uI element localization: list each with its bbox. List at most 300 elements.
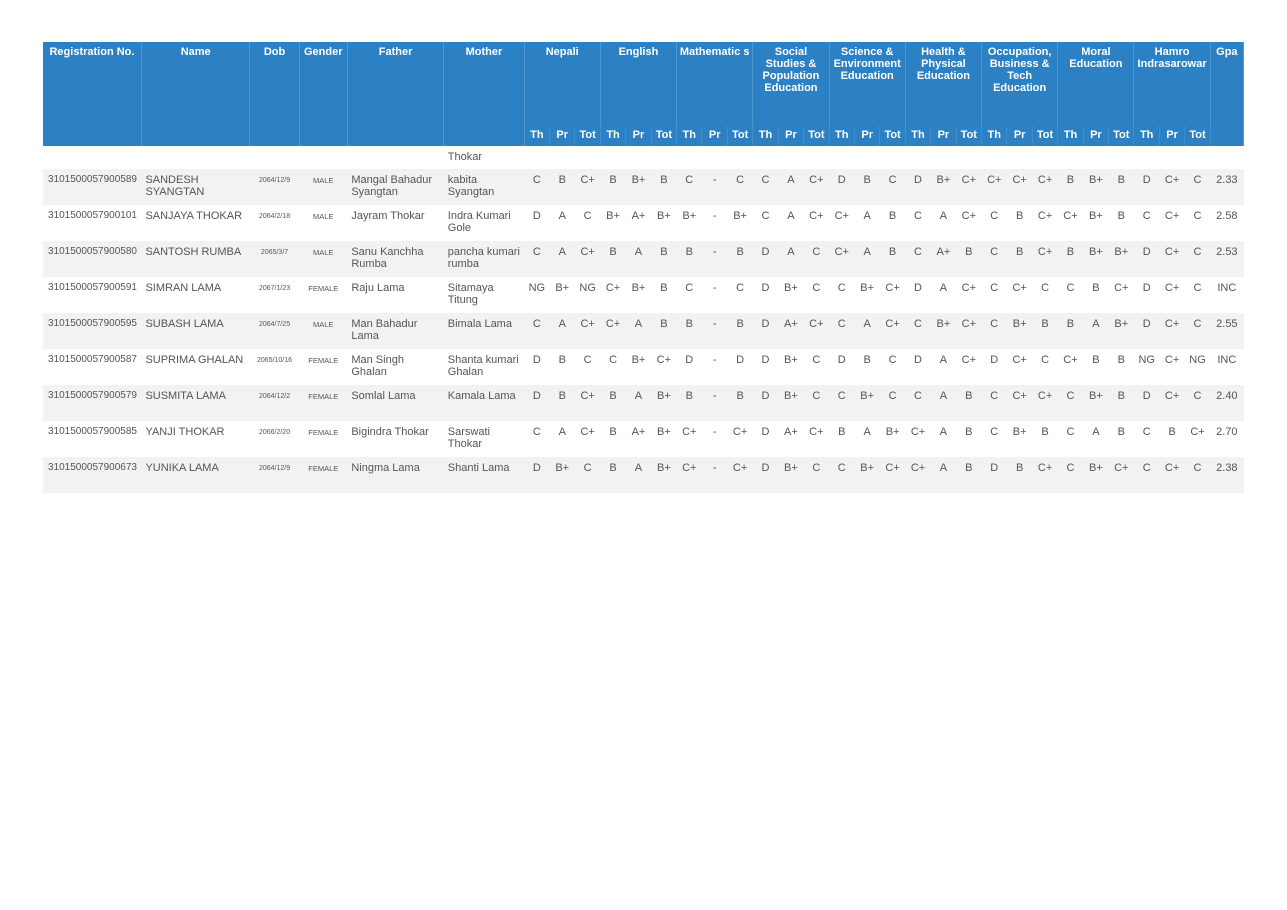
- grade-cell: C+: [804, 169, 829, 205]
- dob-cell: 2064/2/18: [258, 213, 291, 220]
- mother-cell: Indra Kumari Gole: [447, 210, 511, 234]
- grade-cell: C+: [605, 282, 621, 294]
- empty-cell: [250, 146, 299, 169]
- grade-cell: D: [1134, 385, 1159, 421]
- grade-cell: B+: [854, 385, 879, 421]
- registration-no-cell: 3101500057900673: [43, 457, 141, 493]
- empty-cell: [651, 146, 676, 169]
- results-sheet: [43, 42, 1244, 493]
- grade-cell: C: [829, 313, 854, 349]
- grade-cell: D: [753, 385, 778, 421]
- grade-cell: B: [1041, 426, 1049, 438]
- grade-cell: A+: [784, 426, 798, 438]
- grade-cell: B: [1058, 169, 1083, 205]
- grade-cell: B: [863, 354, 871, 366]
- grade-cell: B+: [656, 210, 671, 222]
- gpa-cell: 2.58: [1216, 210, 1238, 222]
- table-row-continuation: [43, 146, 1244, 169]
- grade-cell: C+: [677, 457, 702, 493]
- grade-cell: C: [982, 313, 1007, 349]
- grade-cell: C: [583, 354, 592, 366]
- grade-cell: D: [990, 354, 999, 366]
- grade-cell: C+: [1159, 169, 1184, 205]
- grade-cell: D: [914, 354, 922, 366]
- grade-cell: B+: [1109, 313, 1134, 349]
- mother-cell: Bimala Lama: [444, 313, 524, 349]
- mother-cell: kabita Syangtan: [444, 169, 524, 205]
- header-subject: Health & Physical Education: [905, 42, 981, 126]
- grade-cell: C+: [880, 313, 905, 349]
- name-cell: SUPRIMA GHALAN: [145, 354, 244, 366]
- grade-cell: -: [702, 313, 727, 349]
- table-row: [43, 385, 1244, 421]
- grade-cell: B: [1007, 457, 1032, 493]
- header-theory: Th: [524, 126, 549, 146]
- grade-cell: D: [829, 169, 854, 205]
- grade-cell: -: [712, 426, 717, 438]
- grade-cell: B+: [1088, 210, 1103, 222]
- empty-cell: [524, 146, 549, 169]
- grade-cell: C+: [1007, 385, 1032, 421]
- gender-cell: FEMALE: [308, 284, 339, 293]
- header-practical: Pr: [1007, 126, 1032, 146]
- table-row: [43, 277, 1244, 313]
- grade-cell: A: [778, 169, 803, 205]
- grade-cell: A: [787, 210, 795, 222]
- grade-cell: B: [727, 313, 752, 349]
- mother-cell: Shanta kumari Ghalan: [447, 354, 519, 378]
- gender-cell: FEMALE: [308, 428, 339, 437]
- grade-cell: A: [626, 313, 651, 349]
- grade-cell: A: [854, 313, 879, 349]
- grade-cell: D: [837, 354, 846, 366]
- header-subject: Hamro Indrasarowar: [1134, 42, 1210, 126]
- gpa-cell: 2.40: [1210, 385, 1243, 421]
- father-cell: Sanu Kanchha Rumba: [347, 241, 443, 277]
- table-row: [43, 169, 1244, 205]
- header-subject: Social Studies & Population Education: [753, 42, 829, 126]
- table-body: [43, 146, 1244, 493]
- grade-cell: C+: [1032, 169, 1057, 205]
- grade-cell: C: [761, 210, 770, 222]
- dob-cell: 2065/10/16: [257, 357, 293, 364]
- header-total: Tot: [727, 126, 752, 146]
- table-row: [43, 205, 1244, 241]
- grade-cell: C+: [1012, 282, 1027, 294]
- table-header: [43, 42, 1244, 146]
- empty-cell: [43, 146, 141, 169]
- grade-cell: C+: [910, 426, 926, 438]
- grade-cell: B: [600, 457, 625, 493]
- empty-cell: [702, 146, 727, 169]
- grade-cell: B: [600, 169, 625, 205]
- header-theory: Th: [600, 126, 625, 146]
- grade-cell: C+: [834, 210, 849, 222]
- grade-cell: C: [880, 169, 905, 205]
- grade-cell: -: [712, 282, 717, 294]
- grade-cell: C: [727, 169, 752, 205]
- empty-cell: [1134, 146, 1159, 169]
- grade-cell: B: [1109, 385, 1134, 421]
- dob-cell: 2064/12/2: [250, 385, 299, 421]
- header-father: Father: [347, 42, 443, 146]
- grade-cell: C+: [1032, 385, 1057, 421]
- grade-cell: C+: [1159, 313, 1184, 349]
- grade-cell: C: [575, 457, 600, 493]
- empty-cell: [626, 146, 651, 169]
- gpa-cell: INC: [1217, 354, 1237, 366]
- grade-cell: C: [1185, 169, 1210, 205]
- header-name: Name: [141, 42, 249, 146]
- grade-cell: B+: [1083, 385, 1108, 421]
- grade-cell: C+: [1037, 210, 1053, 222]
- gender-cell: MALE: [313, 212, 334, 221]
- grade-cell: C+: [575, 169, 600, 205]
- grade-cell: B: [965, 426, 973, 438]
- header-theory: Th: [905, 126, 930, 146]
- grade-cell: B: [600, 241, 625, 277]
- header-subject: Mathematic s: [677, 42, 753, 126]
- grade-cell: B+: [1083, 457, 1108, 493]
- header-total: Tot: [880, 126, 905, 146]
- grade-cell: B: [660, 282, 668, 294]
- registration-no-cell: 3101500057900585: [48, 426, 137, 437]
- registration-no-cell: 3101500057900580: [43, 241, 141, 277]
- grade-cell: B: [956, 241, 981, 277]
- grade-cell: B: [1015, 210, 1024, 222]
- grade-cell: B: [727, 241, 752, 277]
- grade-cell: C+: [1063, 210, 1078, 222]
- empty-cell: [1007, 146, 1032, 169]
- grade-cell: C: [1066, 426, 1075, 438]
- grade-cell: C: [1193, 210, 1202, 222]
- name-cell: SUSMITA LAMA: [141, 385, 249, 421]
- grade-cell: D: [1134, 169, 1159, 205]
- father-cell: Mangal Bahadur Syangtan: [347, 169, 443, 205]
- grade-cell: A: [939, 282, 948, 294]
- grade-cell: C+: [1159, 241, 1184, 277]
- grade-cell: C: [1185, 457, 1210, 493]
- table-row: [43, 313, 1244, 349]
- grade-cell: B: [677, 385, 702, 421]
- grade-cell: -: [702, 169, 727, 205]
- empty-cell: [880, 146, 905, 169]
- father-cell: Man Singh Ghalan: [351, 354, 404, 378]
- father-cell: Raju Lama: [351, 282, 405, 294]
- grade-cell: B+: [860, 282, 875, 294]
- dob-cell: 2064/12/9: [250, 169, 299, 205]
- grade-cell: B+: [854, 457, 879, 493]
- grade-cell: B: [558, 354, 566, 366]
- empty-cell: [905, 146, 930, 169]
- grade-cell: B+: [733, 210, 747, 222]
- grade-cell: C+: [732, 426, 748, 438]
- grade-cell: B+: [778, 385, 803, 421]
- grade-cell: C+: [1109, 457, 1134, 493]
- grade-cell: B: [651, 313, 676, 349]
- grade-cell: C+: [1007, 169, 1032, 205]
- grade-cell: A: [558, 210, 566, 222]
- dob-cell: 2064/7/25: [250, 313, 299, 349]
- grade-cell: D: [1134, 313, 1159, 349]
- grade-cell: C+: [1159, 385, 1184, 421]
- grade-cell: B+: [631, 282, 646, 294]
- dob-cell: 2066/2/20: [258, 429, 291, 436]
- father-cell: Man Bahadur Lama: [347, 313, 443, 349]
- grade-cell: B+: [1012, 426, 1027, 438]
- grade-cell: A: [626, 241, 651, 277]
- grade-cell: D: [532, 210, 541, 222]
- grade-cell: B+: [778, 457, 803, 493]
- grade-cell: C+: [1032, 241, 1057, 277]
- grade-cell: B: [1032, 313, 1057, 349]
- grade-cell: B: [956, 385, 981, 421]
- grade-cell: B+: [1083, 241, 1108, 277]
- grade-cell: A: [931, 385, 956, 421]
- header-theory: Th: [753, 126, 778, 146]
- mother-cell: Shanti Lama: [444, 457, 524, 493]
- empty-cell: [600, 146, 625, 169]
- header-theory: Th: [982, 126, 1007, 146]
- table-row: [43, 421, 1244, 457]
- registration-no-cell: 3101500057900587: [48, 354, 137, 365]
- grade-cell: D: [685, 354, 694, 366]
- grade-cell: C: [1185, 385, 1210, 421]
- grade-cell: C+: [1114, 282, 1129, 294]
- grade-cell: A+: [931, 241, 956, 277]
- grade-cell: B+: [656, 426, 671, 438]
- grade-cell: A: [778, 241, 803, 277]
- grade-cell: C: [1041, 282, 1050, 294]
- mother-cell: Sarswati Thokar: [447, 426, 490, 450]
- header-theory: Th: [1134, 126, 1159, 146]
- grade-cell: NG: [1189, 354, 1206, 366]
- grade-cell: B: [1058, 313, 1083, 349]
- mother-cell: Kamala Lama: [444, 385, 524, 421]
- grade-cell: NG: [528, 282, 546, 294]
- empty-cell: [1083, 146, 1108, 169]
- registration-no-cell: 3101500057900595: [43, 313, 141, 349]
- grade-cell: D: [761, 426, 770, 438]
- grade-cell: C: [677, 169, 702, 205]
- grade-cell: C: [583, 210, 592, 222]
- table-row: [43, 349, 1244, 385]
- grade-cell: C: [829, 385, 854, 421]
- grade-cell: B+: [682, 210, 697, 222]
- grade-cell: A: [854, 241, 879, 277]
- grade-cell: C: [1058, 385, 1083, 421]
- grade-cell: A+: [631, 210, 646, 222]
- grade-cell: B: [1117, 426, 1125, 438]
- grade-cell: C+: [1012, 354, 1027, 366]
- header-total: Tot: [575, 126, 600, 146]
- name-cell: SANJAYA THOKAR: [145, 210, 243, 222]
- header-practical: Pr: [1083, 126, 1108, 146]
- grade-cell: C: [1185, 241, 1210, 277]
- grade-cell: A+: [778, 313, 803, 349]
- grade-cell: A: [939, 210, 948, 222]
- grade-cell: B: [651, 241, 676, 277]
- grade-cell: B+: [784, 282, 798, 294]
- grade-cell: C+: [961, 282, 977, 294]
- grade-cell: B: [1168, 426, 1176, 438]
- header-total: Tot: [651, 126, 676, 146]
- grade-cell: B: [1092, 354, 1100, 366]
- empty-cell: [753, 146, 778, 169]
- grade-cell: C+: [804, 313, 829, 349]
- grade-cell: C+: [1164, 210, 1180, 222]
- grade-cell: C+: [956, 313, 981, 349]
- results-table: [43, 42, 1244, 493]
- grade-cell: -: [702, 457, 727, 493]
- empty-cell: [550, 146, 575, 169]
- gpa-cell: 2.70: [1216, 426, 1238, 438]
- grade-cell: C: [829, 457, 854, 493]
- name-cell: SUBASH LAMA: [141, 313, 249, 349]
- grade-cell: A: [1092, 426, 1100, 438]
- grade-cell: D: [761, 354, 770, 366]
- header-registration-no: Registration No.: [43, 42, 141, 146]
- name-cell: YUNIKA LAMA: [141, 457, 249, 493]
- grade-cell: B+: [550, 457, 575, 493]
- grade-cell: A: [626, 457, 651, 493]
- grade-cell: C: [812, 282, 821, 294]
- header-total: Tot: [956, 126, 981, 146]
- header-gpa: Gpa: [1210, 42, 1243, 146]
- grade-cell: C: [1134, 457, 1159, 493]
- empty-cell: [575, 146, 600, 169]
- grade-cell: -: [712, 354, 717, 366]
- grade-cell: D: [1134, 241, 1159, 277]
- grade-cell: C+: [1164, 354, 1180, 366]
- grade-cell: C+: [961, 354, 977, 366]
- empty-cell: [299, 146, 347, 169]
- grade-cell: C+: [905, 457, 930, 493]
- table-row: [43, 457, 1244, 493]
- grade-cell: D: [761, 282, 770, 294]
- grade-cell: B: [1007, 241, 1032, 277]
- grade-cell: C+: [880, 457, 905, 493]
- grade-cell: B+: [606, 210, 620, 222]
- header-total: Tot: [804, 126, 829, 146]
- grade-cell: C: [837, 282, 846, 294]
- grade-cell: C: [905, 241, 930, 277]
- grade-cell: B+: [931, 169, 956, 205]
- grade-cell: C: [990, 282, 999, 294]
- name-cell: SANDESH SYANGTAN: [141, 169, 249, 205]
- grade-cell: C+: [1164, 282, 1180, 294]
- grade-cell: C+: [956, 169, 981, 205]
- grade-cell: A: [550, 313, 575, 349]
- header-gender: Gender: [299, 42, 347, 146]
- grade-cell: C+: [1032, 457, 1057, 493]
- grade-cell: B+: [631, 354, 646, 366]
- header-subject: Nepali: [524, 42, 600, 126]
- grade-cell: B: [677, 313, 702, 349]
- grade-cell: B: [651, 169, 676, 205]
- grade-cell: -: [702, 241, 727, 277]
- header-subject: Science & Environment Education: [829, 42, 905, 126]
- grade-cell: C+: [682, 426, 697, 438]
- gpa-cell: 2.55: [1210, 313, 1243, 349]
- grade-cell: D: [753, 313, 778, 349]
- dob-cell: 2065/3/7: [250, 241, 299, 277]
- grade-cell: C+: [575, 241, 600, 277]
- registration-no-cell: 3101500057900591: [48, 282, 137, 293]
- registration-no-cell: 3101500057900579: [43, 385, 141, 421]
- name-cell: SANTOSH RUMBA: [141, 241, 249, 277]
- empty-cell: [1032, 146, 1057, 169]
- grade-cell: B: [600, 385, 625, 421]
- empty-cell: [1185, 146, 1210, 169]
- grade-cell: C: [736, 282, 745, 294]
- grade-cell: B: [1109, 169, 1134, 205]
- empty-cell: [347, 146, 443, 169]
- grade-cell: C: [524, 313, 549, 349]
- header-theory: Th: [1058, 126, 1083, 146]
- header-total: Tot: [1185, 126, 1210, 146]
- grade-cell: C+: [982, 169, 1007, 205]
- grade-cell: B: [727, 385, 752, 421]
- grade-cell: A: [931, 457, 956, 493]
- grade-cell: C: [905, 313, 930, 349]
- grade-cell: C: [1066, 282, 1075, 294]
- grade-cell: A: [939, 354, 948, 366]
- grade-cell: C: [524, 169, 549, 205]
- header-practical: Pr: [626, 126, 651, 146]
- grade-cell: A: [558, 426, 566, 438]
- grade-cell: C: [1058, 457, 1083, 493]
- grade-cell: D: [914, 282, 922, 294]
- grade-cell: B: [609, 426, 617, 438]
- gender-cell: MALE: [299, 313, 347, 349]
- grade-cell: C: [888, 354, 897, 366]
- grade-cell: D: [532, 354, 541, 366]
- grade-cell: C+: [1159, 457, 1184, 493]
- grade-cell: D: [524, 385, 549, 421]
- header-mother: Mother: [444, 42, 524, 146]
- grade-cell: B: [880, 241, 905, 277]
- grade-cell: C: [990, 210, 999, 222]
- grade-cell: NG: [1138, 354, 1155, 366]
- table-row: [43, 241, 1244, 277]
- empty-cell: [804, 146, 829, 169]
- grade-cell: C: [1142, 426, 1151, 438]
- grade-cell: B+: [651, 385, 676, 421]
- grade-cell: B+: [931, 313, 956, 349]
- grade-cell: C+: [961, 210, 977, 222]
- empty-cell: [854, 146, 879, 169]
- grade-cell: B: [1092, 282, 1100, 294]
- grade-cell: B: [1117, 354, 1125, 366]
- grade-cell: C: [532, 426, 541, 438]
- grade-cell: D: [753, 241, 778, 277]
- grade-cell: C+: [575, 313, 600, 349]
- dob-cell: 2067/1/23: [258, 285, 291, 292]
- grade-cell: C+: [1063, 354, 1078, 366]
- header-theory: Th: [829, 126, 854, 146]
- header-practical: Pr: [778, 126, 803, 146]
- grade-cell: A: [626, 385, 651, 421]
- gender-cell: MALE: [299, 241, 347, 277]
- header-practical: Pr: [550, 126, 575, 146]
- mother-cell: Sitamaya Titung: [447, 282, 494, 306]
- father-cell: Somlal Lama: [347, 385, 443, 421]
- header-dob: Dob: [250, 42, 299, 146]
- gender-cell: MALE: [299, 169, 347, 205]
- grade-cell: C: [1041, 354, 1050, 366]
- grade-cell: C: [1185, 313, 1210, 349]
